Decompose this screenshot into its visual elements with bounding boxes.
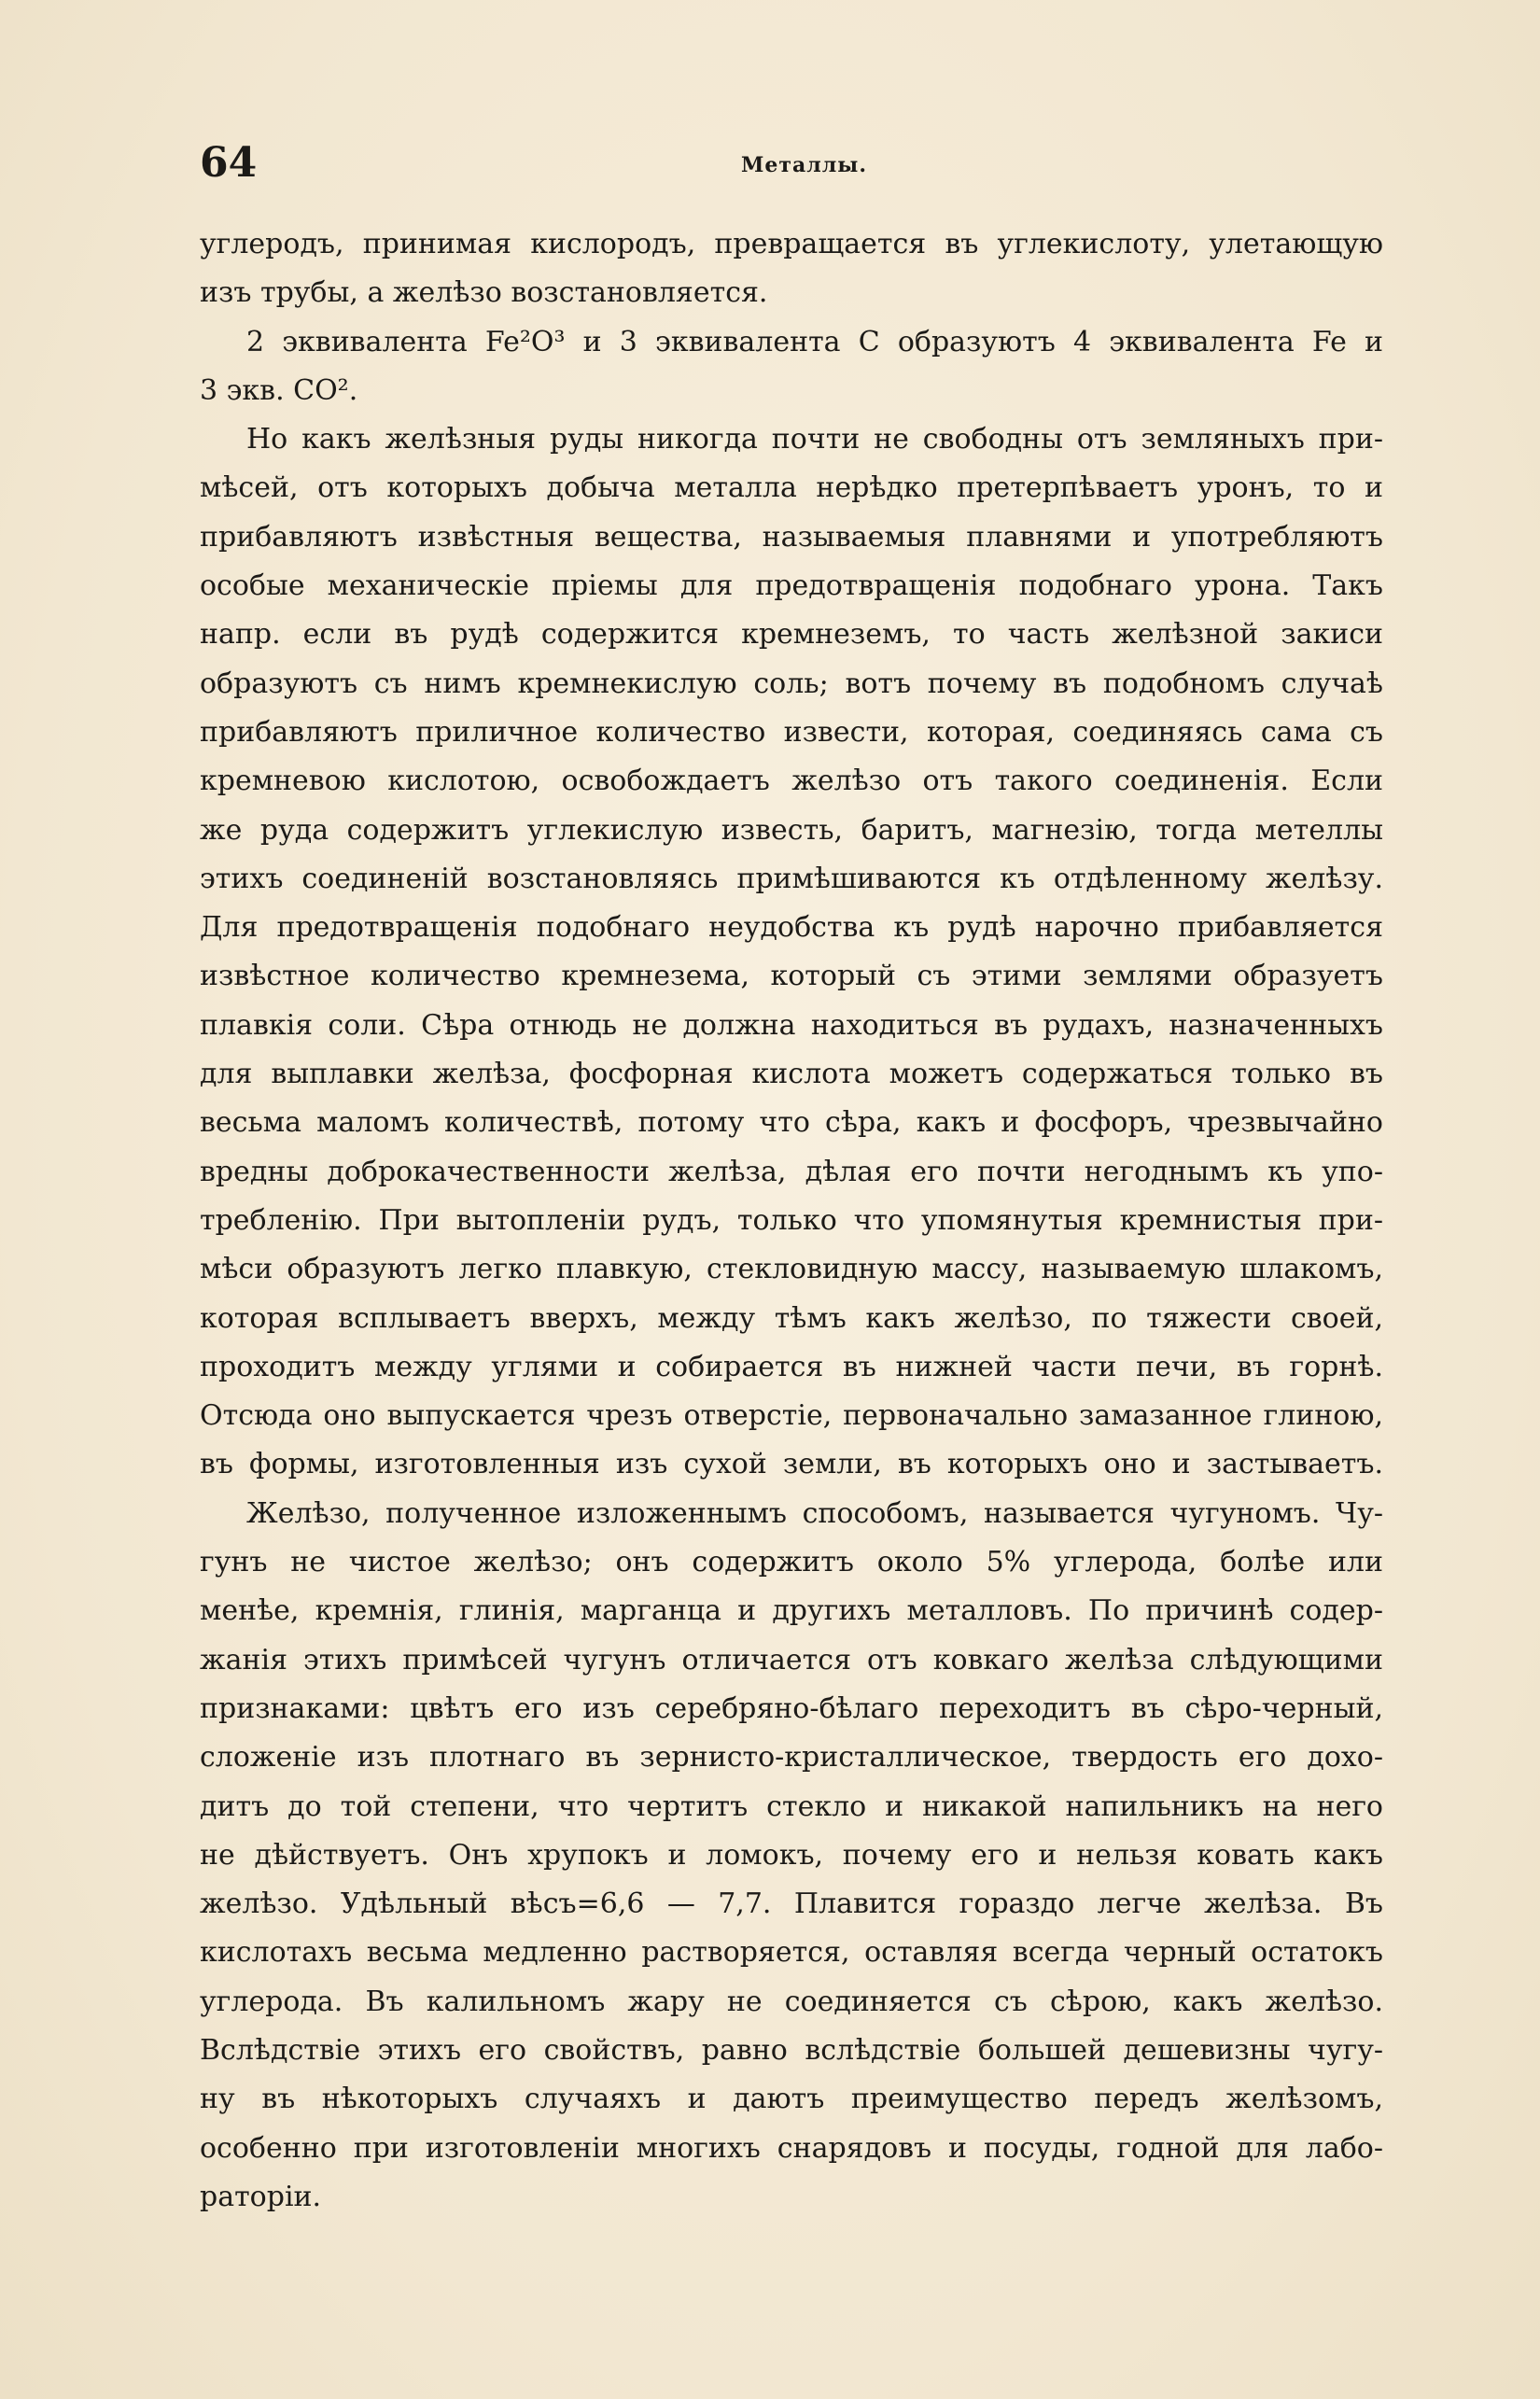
text-line: вредны доброкачественности желѣза, дѣлая его почти негоднымъ къ упо- [200, 1155, 1383, 1188]
text-line: плавкія соли. Сѣра отнюдь не должна находиться въ рудахъ, назначенныхъ [200, 1008, 1383, 1042]
text-line: особенно при изготовленіи многихъ снарядовъ и посуды, годной для лабо- [200, 2131, 1383, 2165]
text-line: признаками: цвѣтъ его изъ серебряно-бѣлаго переходитъ въ сѣро-черный, [200, 1691, 1383, 1725]
text-line: Отсюда оно выпускается чрезъ отверстіе, первоначально замазанное глиною, [200, 1399, 1383, 1433]
page-header [200, 140, 1383, 196]
text-line: Но какъ желѣзныя руды никогда почти не свободны отъ земляныхъ при- [246, 423, 1383, 456]
text-line: гунъ не чистое желѣзо; онъ содержитъ около 5% углерода, болѣе или [200, 1546, 1383, 1579]
text-line: въ формы, изготовленныя изъ сухой земли, въ которыхъ оно и застываетъ. [200, 1448, 1383, 1481]
body-text [200, 220, 1383, 2222]
text-line: которая всплываетъ вверхъ, между тѣмъ какъ желѣзо, по тяжести своей, [200, 1301, 1383, 1335]
running-head: Металлы. [741, 153, 867, 177]
text-line: образуютъ съ нимъ кремнекислую соль; вотъ почему въ подобномъ случаѣ [200, 666, 1383, 700]
text-line: изъ трубы, а желѣзо возстановляется. [200, 276, 768, 310]
text-line: Желѣзо, полученное изложеннымъ способомъ, называется чугуномъ. Чу- [246, 1496, 1383, 1530]
text-line: дитъ до той степени, что чертитъ стекло и никакой напильникъ на него [200, 1789, 1383, 1823]
text-line: прибавляютъ извѣстныя вещества, называемыя плавнями и употребляютъ [200, 520, 1383, 554]
text-line: ну въ нѣкоторыхъ случаяхъ и даютъ преимущество передъ желѣзомъ, [200, 2083, 1383, 2116]
text-line: раторіи. [200, 2180, 322, 2213]
text-line: особые механическіе пріемы для предотвращенія подобнаго урона. Такъ [200, 569, 1383, 603]
text-line: Для предотвращенія подобнаго неудобства къ рудѣ нарочно прибавляется [200, 911, 1383, 945]
text-line: этихъ соединеній возстановляясь примѣшиваются къ отдѣленному желѣзу. [200, 862, 1383, 895]
text-line: прибавляютъ приличное количество извести, которая, соединяясь сама съ [200, 715, 1383, 749]
text-line: желѣзо. Удѣльный вѣсъ=6,6 — 7,7. Плавится гораздо легче желѣза. Въ [200, 1887, 1383, 1921]
page-number: 64 [200, 139, 258, 187]
text-line: углеродъ, принимая кислородъ, превращается въ углекислоту, улетающую [200, 228, 1383, 260]
text-line: напр. если въ рудѣ содержится кремнеземъ, то часть желѣзной закиси [200, 618, 1383, 652]
text-line: жанія этихъ примѣсей чугунъ отличается отъ ковкаго желѣза слѣдующими [200, 1643, 1383, 1676]
text-line: 3 экв. CO². [200, 373, 358, 407]
text-line: весьма маломъ количествѣ, потому что сѣра, какъ и фосфоръ, чрезвычайно [200, 1106, 1383, 1140]
text-line: менѣе, кремнія, глинія, марганца и другихъ металловъ. По причинѣ содер- [200, 1594, 1383, 1628]
text-line: сложеніе изъ плотнаго въ зернисто-кристаллическое, твердость его дохо- [200, 1741, 1383, 1775]
text-line: кремневою кислотою, освобождаетъ желѣзо отъ такого соединенія. Если [200, 765, 1383, 798]
text-line: же руда содержитъ углекислую известь, баритъ, магнезію, тогда метеллы [200, 813, 1383, 847]
text-line: мѣсей, отъ которыхъ добыча металла нерѣдко претерпѣваетъ уронъ, то и [200, 471, 1383, 505]
text-line: для выплавки желѣза, фосфорная кислота можетъ содержаться только въ [200, 1058, 1383, 1091]
text-line: мѣси образуютъ легко плавкую, стекловидную массу, называемую шлакомъ, [200, 1253, 1383, 1286]
text-line: проходитъ между углями и собирается въ нижней части печи, въ горнѣ. [200, 1350, 1383, 1383]
text-line: требленію. При вытопленіи рудъ, только что упомянутыя кремнистыя при- [200, 1203, 1383, 1237]
text-line: Вслѣдствіе этихъ его свойствъ, равно вслѣдствіе большей дешевизны чугу- [200, 2033, 1383, 2067]
text-line: извѣстное количество кремнезема, который съ этими землями образуетъ [200, 960, 1383, 993]
text-line: кислотахъ весьма медленно растворяется, оставляя всегда черный остатокъ [200, 1936, 1383, 1970]
text-line: 2 эквивалента Fe²O³ и 3 эквивалента C образуютъ 4 эквивалента Fe и [246, 325, 1383, 358]
text-line: не дѣйствуетъ. Онъ хрупокъ и ломокъ, почему его и нельзя ковать какъ [200, 1838, 1383, 1872]
text-line: углерода. Въ калильномъ жару не соединяется съ сѣрою, какъ желѣзо. [200, 1985, 1383, 2018]
